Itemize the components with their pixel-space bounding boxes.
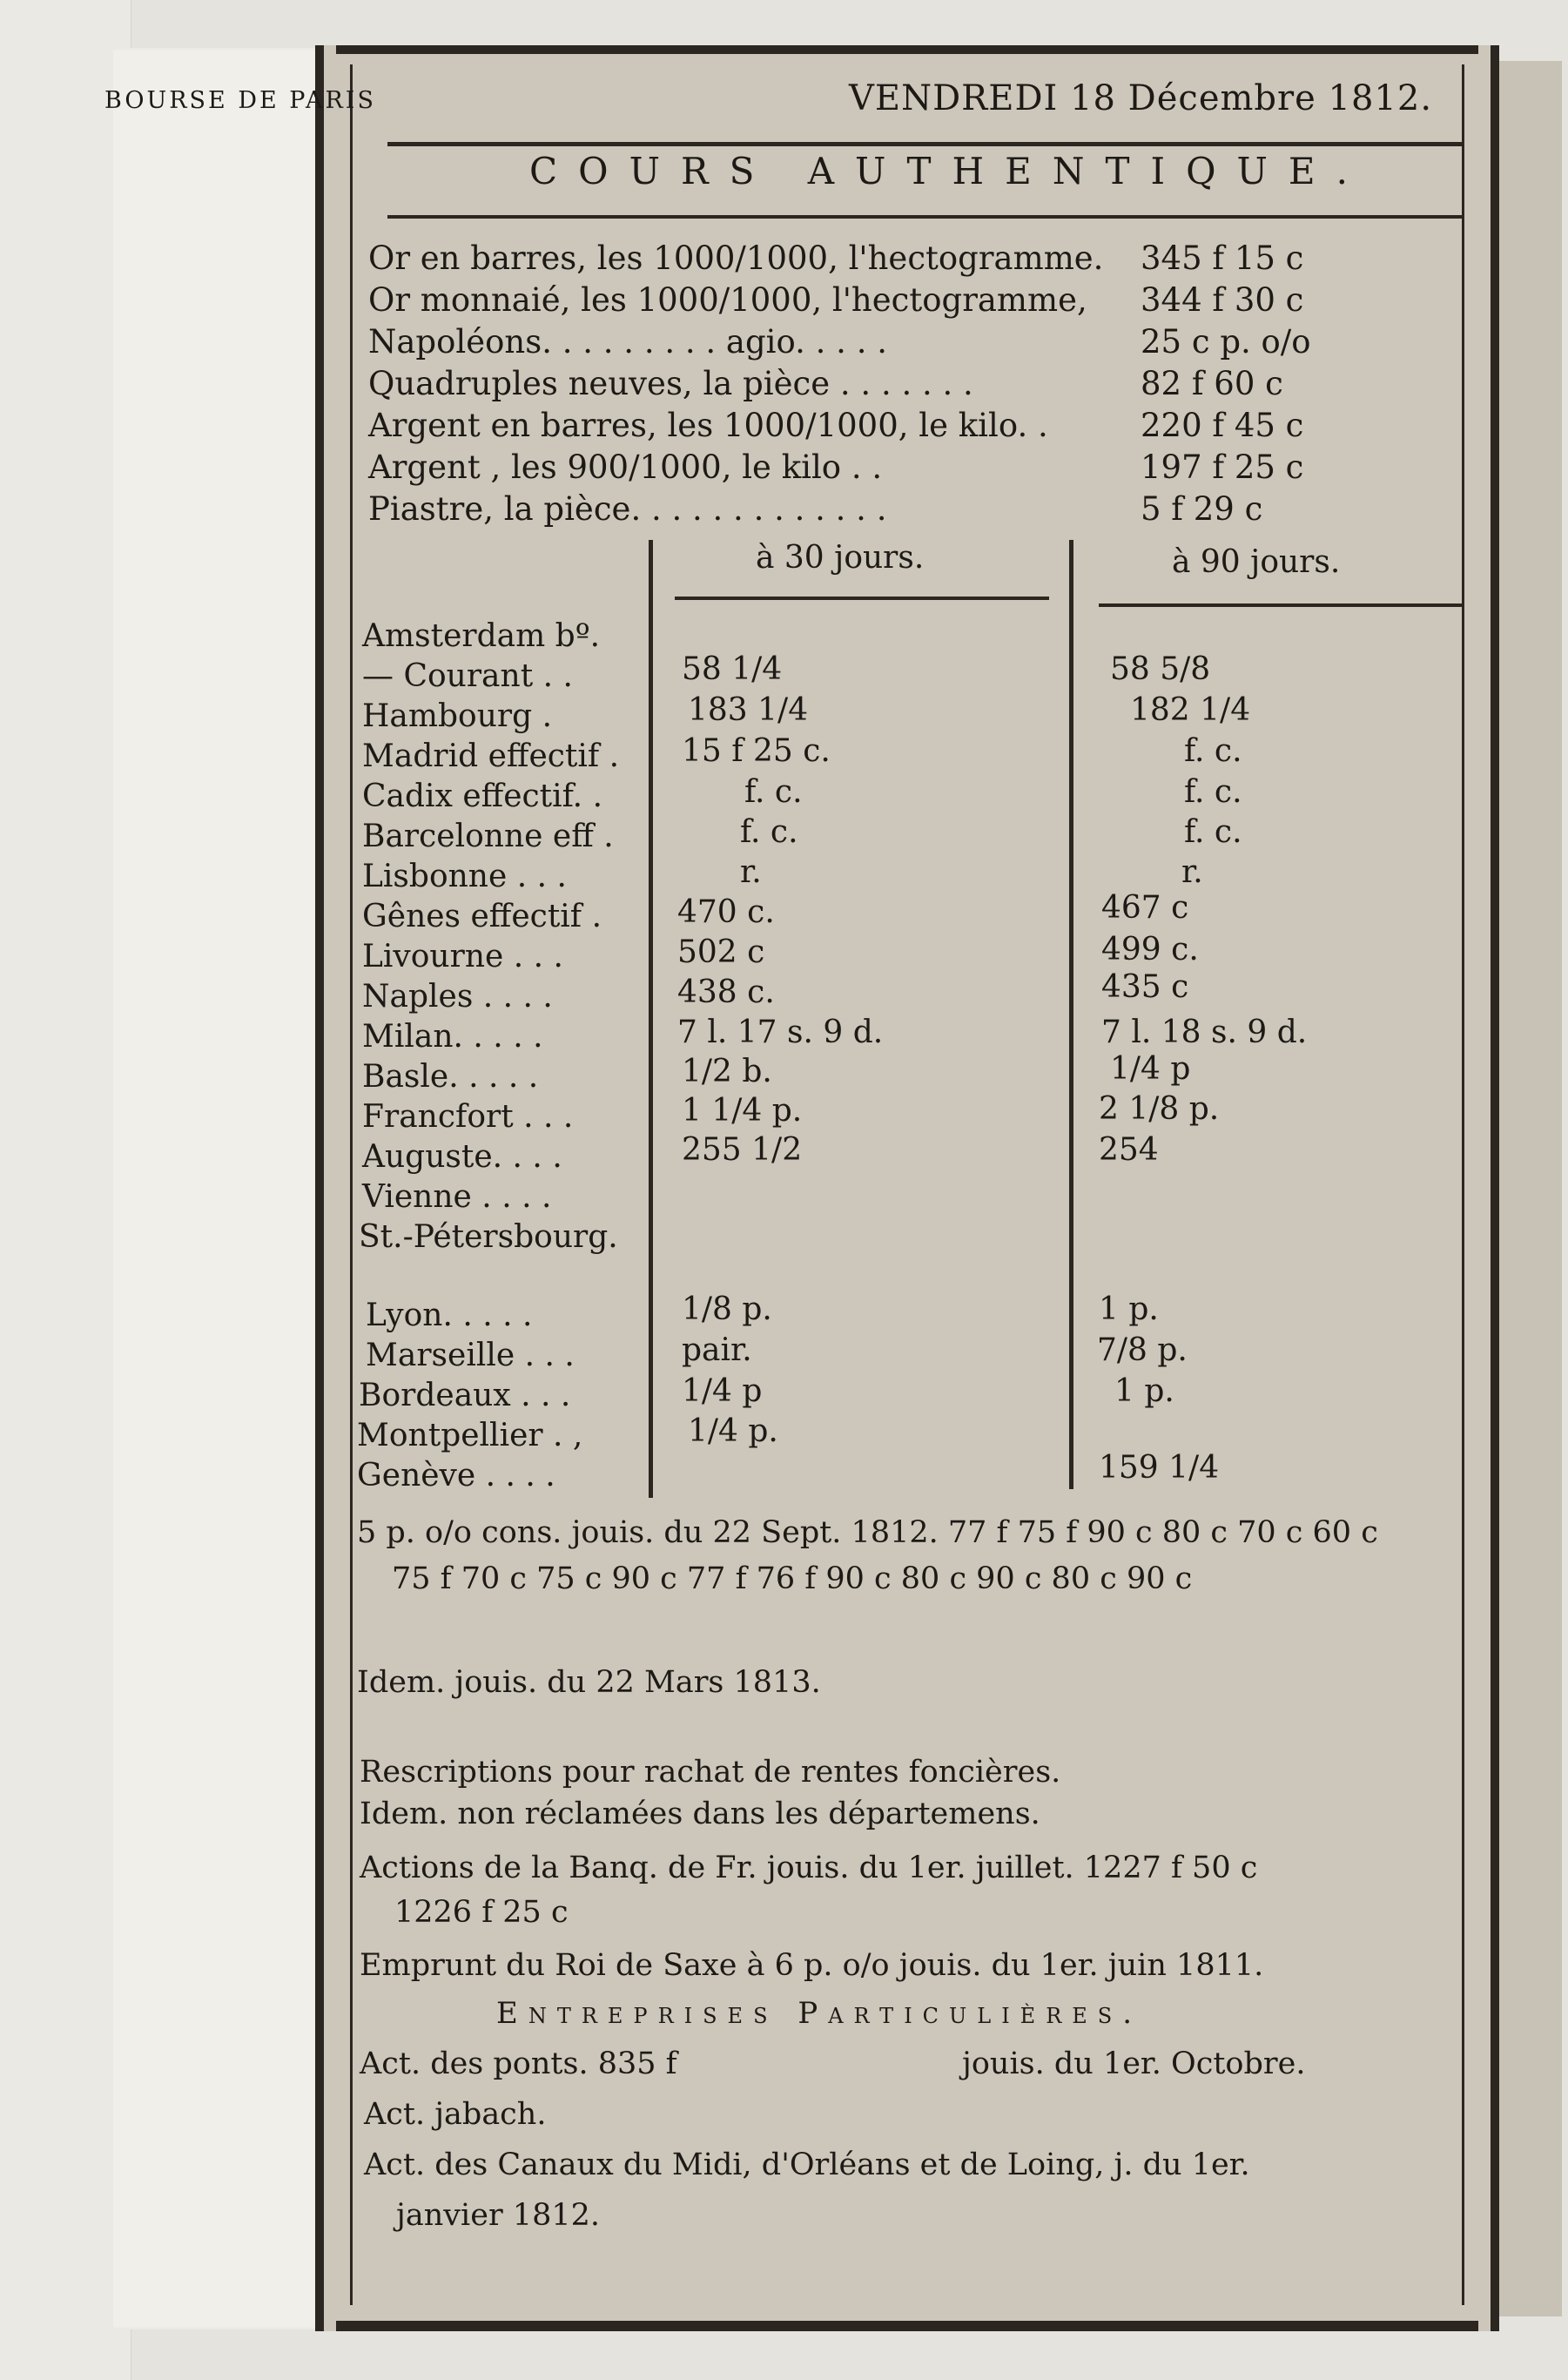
place-label: Vienne . . . . <box>362 1179 552 1215</box>
rate-30: 1 1/4 p. <box>682 1093 803 1129</box>
place-label: Basle. . . . . <box>362 1059 539 1095</box>
place-label: Madrid effectif . <box>362 738 620 774</box>
rate-90: 254 <box>1099 1132 1159 1168</box>
rate-30: f. c. <box>740 814 798 850</box>
act-canaux-line-1: Act. des Canaux du Midi, d'Orléans et de Loing, j. du 1er. <box>364 2147 1250 2182</box>
rate-30: f. c. <box>744 774 803 810</box>
metal-value: 25 c p. o/o <box>1141 323 1311 361</box>
rate-90: 1 p. <box>1099 1291 1159 1327</box>
metal-label: Argent en barres, les 1000/1000, le kilo. . <box>368 407 1048 444</box>
rate-90: f. c. <box>1184 733 1242 769</box>
metal-value: 82 f 60 c <box>1141 365 1283 402</box>
rate-30: 255 1/2 <box>682 1132 803 1168</box>
column-header-rule <box>1099 603 1463 607</box>
metal-value: 5 f 29 c <box>1141 490 1263 528</box>
metal-value: 220 f 45 c <box>1141 407 1304 444</box>
column-header-30-days: à 30 jours. <box>756 540 925 576</box>
idem-non-reclamees: Idem. non réclamées dans les départemens. <box>360 1797 1040 1831</box>
header-date: VENDREDI 18 Décembre 1812. <box>849 78 1433 118</box>
rate-30: 1/2 b. <box>682 1054 772 1089</box>
metal-label: Napoléons. . . . . . . . . agio. . . . . <box>368 323 887 361</box>
column-divider <box>649 540 653 1498</box>
rate-30: 15 f 25 c. <box>682 733 831 769</box>
rate-30: 502 c <box>677 934 765 970</box>
place-label: St.-Pétersbourg. <box>359 1219 618 1255</box>
rate-30: 7 l. 17 s. 9 d. <box>677 1015 884 1050</box>
rate-90: r. <box>1181 854 1203 890</box>
header-rule <box>387 142 1463 146</box>
rate-90: 1/4 p <box>1110 1051 1191 1087</box>
metal-value: 197 f 25 c <box>1141 448 1304 486</box>
book-gutter <box>0 0 131 2380</box>
place-label: Lyon. . . . . <box>366 1298 533 1333</box>
rate-30: 438 c. <box>677 974 775 1010</box>
emprunt-saxe: Emprunt du Roi de Saxe à 6 p. o/o jouis. du 1er. juin 1811. <box>360 1948 1264 1983</box>
rate-90: 435 c <box>1101 969 1189 1005</box>
act-ponts: Act. des ponts. 835 f <box>360 2046 677 2081</box>
rate-30: 183 1/4 <box>688 692 809 728</box>
rate-30: 1/8 p. <box>682 1291 772 1327</box>
rate-30: 1/4 p <box>682 1373 763 1409</box>
place-label: Milan. . . . . <box>362 1019 543 1055</box>
act-ponts-jouissance: jouis. du 1er. Octobre. <box>962 2046 1306 2081</box>
metal-value: 344 f 30 c <box>1141 281 1304 319</box>
blank-flyleaf <box>113 48 340 2329</box>
place-label: Genève . . . . <box>357 1458 555 1493</box>
idem-jouis: Idem. jouis. du 22 Mars 1813. <box>357 1665 821 1700</box>
header-exchange: BOURSE DE PARIS <box>104 87 376 114</box>
page-title: COURS AUTHENTIQUE. <box>529 150 1369 192</box>
rate-90: 58 5/8 <box>1110 651 1211 687</box>
section-title-entreprises: Entreprises Particulières. <box>496 1996 1143 2031</box>
act-jabach: Act. jabach. <box>364 2097 547 2132</box>
metal-label: Piastre, la pièce. . . . . . . . . . . . . <box>368 490 887 528</box>
actions-banque-line-2: 1226 f 25 c <box>394 1895 569 1930</box>
metal-label: Argent , les 900/1000, le kilo . . <box>368 448 883 486</box>
rate-30: 1/4 p. <box>688 1413 778 1449</box>
column-divider <box>1069 540 1073 1489</box>
rate-30: 58 1/4 <box>682 651 783 687</box>
column-header-rule <box>675 597 1049 600</box>
place-label: Livourne . . . <box>362 939 563 974</box>
rate-90: 182 1/4 <box>1130 692 1251 728</box>
place-label: Auguste. . . . <box>362 1139 562 1175</box>
place-label: Marseille . . . <box>366 1338 575 1373</box>
place-label: Gênes effectif . <box>362 899 602 934</box>
rate-30: r. <box>740 854 762 890</box>
place-label: Barcelonne eff . <box>362 819 614 854</box>
place-label: Lisbonne . . . <box>362 859 567 894</box>
metal-label: Quadruples neuves, la pièce . . . . . . . <box>368 365 973 402</box>
rate-90: 7 l. 18 s. 9 d. <box>1101 1015 1308 1050</box>
rate-90: f. c. <box>1184 814 1242 850</box>
rate-90: 159 1/4 <box>1099 1450 1220 1486</box>
rentes-line-2: 75 f 70 c 75 c 90 c 77 f 76 f 90 c 80 c 90 c 80 c 90 c <box>392 1561 1193 1596</box>
rate-90: 499 c. <box>1101 932 1199 968</box>
metal-label: Or en barres, les 1000/1000, l'hectogramme. <box>368 239 1104 277</box>
rate-90: f. c. <box>1184 774 1242 810</box>
title-rule <box>387 215 1463 219</box>
place-label: Hambourg . <box>362 698 553 734</box>
column-header-90-days: à 90 jours. <box>1172 544 1341 580</box>
place-label: Francfort . . . <box>362 1099 574 1135</box>
rate-90: 2 1/8 p. <box>1099 1091 1220 1127</box>
act-canaux-line-2: janvier 1812. <box>396 2198 600 2233</box>
place-label: Amsterdam bº. <box>362 618 601 654</box>
actions-banque-line-1: Actions de la Banq. de Fr. jouis. du 1er. juillet. 1227 f 50 c <box>360 1851 1258 1885</box>
rescriptions-line: Rescriptions pour rachat de rentes foncières. <box>360 1755 1061 1790</box>
place-label: Naples . . . . <box>362 979 553 1015</box>
metal-value: 345 f 15 c <box>1141 239 1304 277</box>
place-label: Montpellier . , <box>357 1418 583 1453</box>
place-label: Bordeaux . . . <box>359 1378 571 1413</box>
metal-label: Or monnaié, les 1000/1000, l'hectogramme, <box>368 281 1087 319</box>
rate-30: 470 c. <box>677 894 775 930</box>
rate-90: 7/8 p. <box>1097 1332 1188 1368</box>
rate-90: 467 c <box>1101 890 1189 926</box>
place-label: — Courant . . <box>362 658 573 694</box>
rate-90: 1 p. <box>1114 1373 1174 1409</box>
place-label: Cadix effectif. . <box>362 779 603 814</box>
rate-30: pair. <box>682 1332 752 1368</box>
rentes-line-1: 5 p. o/o cons. jouis. du 22 Sept. 1812. 77 f 75 f 90 c 80 c 70 c 60 c <box>357 1515 1378 1550</box>
